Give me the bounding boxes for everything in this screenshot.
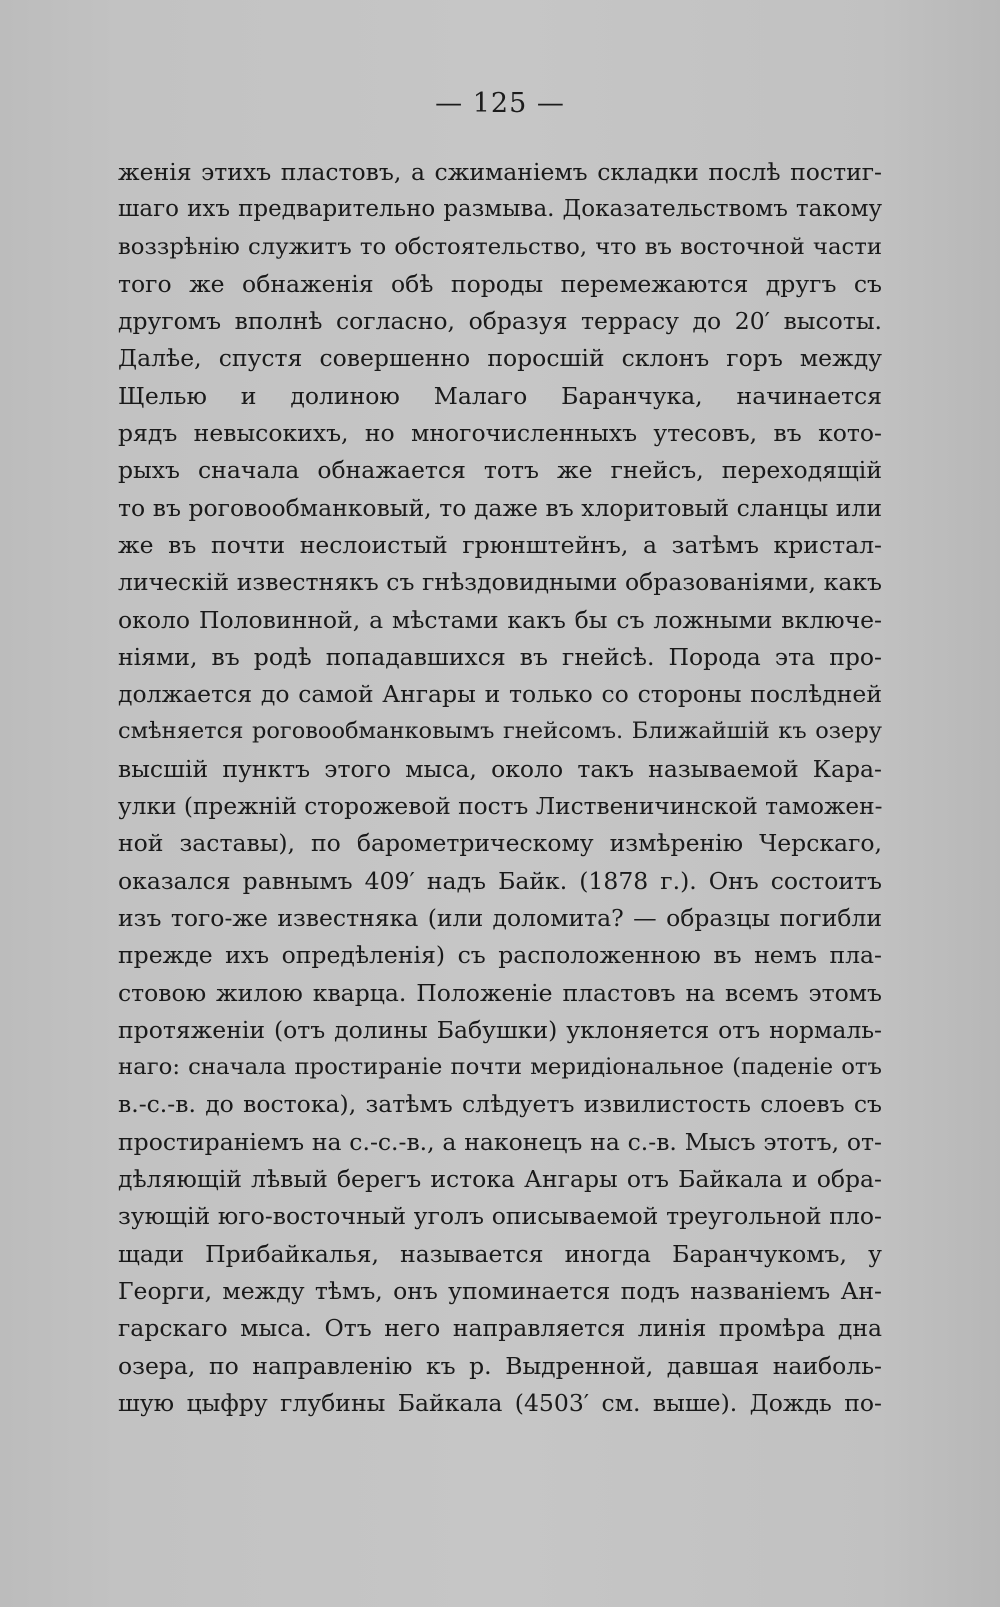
text-line: женія этихъ пластовъ, а сжиманіемъ складки послѣ постиг- <box>118 158 882 186</box>
text-line: Щелью и долиною Малаго Баранчука, начинается <box>118 381 882 410</box>
text-line: же въ почти неслоистый грюнштейнъ, а затѣмъ кристал- <box>118 530 882 559</box>
text-line: воззрѣнію служитъ то обстоятельство, что въ восточной части <box>118 233 882 260</box>
text-line: в.-с.-в. до востока), затѣмъ слѣдуетъ извилистость слоевъ съ <box>118 1090 882 1119</box>
text-line: другомъ вполнѣ согласно, образуя террасу до 20′ высоты. <box>118 307 882 336</box>
text-line: рыхъ сначала обнажается тотъ же гнейсъ, переходящій <box>118 456 882 485</box>
text-line: то въ роговообманковый, то даже въ хлоритовый сланцы или <box>118 493 882 522</box>
page-number: — 125 — <box>435 88 565 119</box>
text-line: стовою жилою кварца. Положеніе пластовъ на всемъ этомъ <box>118 978 882 1007</box>
body-text <box>118 154 882 1422</box>
text-line: оказался равнымъ 409′ надъ Байк. (1878 г.). Онъ состоитъ <box>118 866 882 895</box>
text-line: простираніемъ на с.-с.-в., а наконецъ на с.-в. Мысъ этотъ, от- <box>118 1127 882 1156</box>
text-line: щади Прибайкалья, называется иногда Баранчукомъ, у <box>118 1239 882 1268</box>
text-line: изъ того-же известняка (или доломита? — образцы погибли <box>118 903 882 932</box>
text-line: высшій пунктъ этого мыса, около такъ называемой Кара- <box>118 754 882 783</box>
text-line: лическій известнякъ съ гнѣздовидными образованіями, какъ <box>118 568 882 597</box>
text-line: рядъ невысокихъ, но многочисленныхъ утесовъ, въ кото- <box>118 419 882 448</box>
text-line: зующій юго-восточный уголъ описываемой треугольной пло- <box>118 1202 882 1231</box>
text-line: ной заставы), по барометрическому измѣренію Черскаго, <box>118 829 882 858</box>
text-line: шую цыфру глубины Байкала (4503′ см. выше). Дождь по- <box>118 1388 882 1417</box>
text-line: Георги, между тѣмъ, онъ упоминается подъ названіемъ Ан- <box>118 1276 882 1305</box>
text-line: шаго ихъ предварительно размыва. Доказательствомъ такому <box>118 196 882 223</box>
text-line: около Половинной, а мѣстами какъ бы съ ложными включе- <box>118 605 882 634</box>
text-line: улки (прежній сторожевой постъ Лиственичинской таможен- <box>118 793 883 821</box>
text-line: Далѣе, спустя совершенно поросшій склонъ горъ между <box>118 344 882 373</box>
text-line: прежде ихъ опредѣленія) съ расположенною въ немъ пла- <box>118 941 882 970</box>
text-line: гарскаго мыса. Отъ него направляется линія промѣра дна <box>118 1314 882 1343</box>
text-line: озера, по направленію къ р. Выдренной, давшая наиболь- <box>118 1351 882 1380</box>
text-line: смѣняется роговообманковымъ гнейсомъ. Ближайшій къ озеру <box>118 718 882 745</box>
text-line: протяженіи (отъ долины Бабушки) уклоняется отъ нормаль- <box>118 1015 882 1044</box>
text-line: того же обнаженія обѣ породы перемежаются другъ съ <box>118 269 882 298</box>
text-line: наго: сначала простираніе почти меридіональное (паденіе отъ <box>118 1054 882 1081</box>
text-line: должается до самой Ангары и только со стороны послѣдней <box>118 680 882 709</box>
text-line: ніями, въ родѣ попадавшихся въ гнейсѣ. Порода эта про- <box>118 642 882 671</box>
text-line: дѣляющій лѣвый берегъ истока Ангары отъ Байкала и обра- <box>118 1165 882 1194</box>
